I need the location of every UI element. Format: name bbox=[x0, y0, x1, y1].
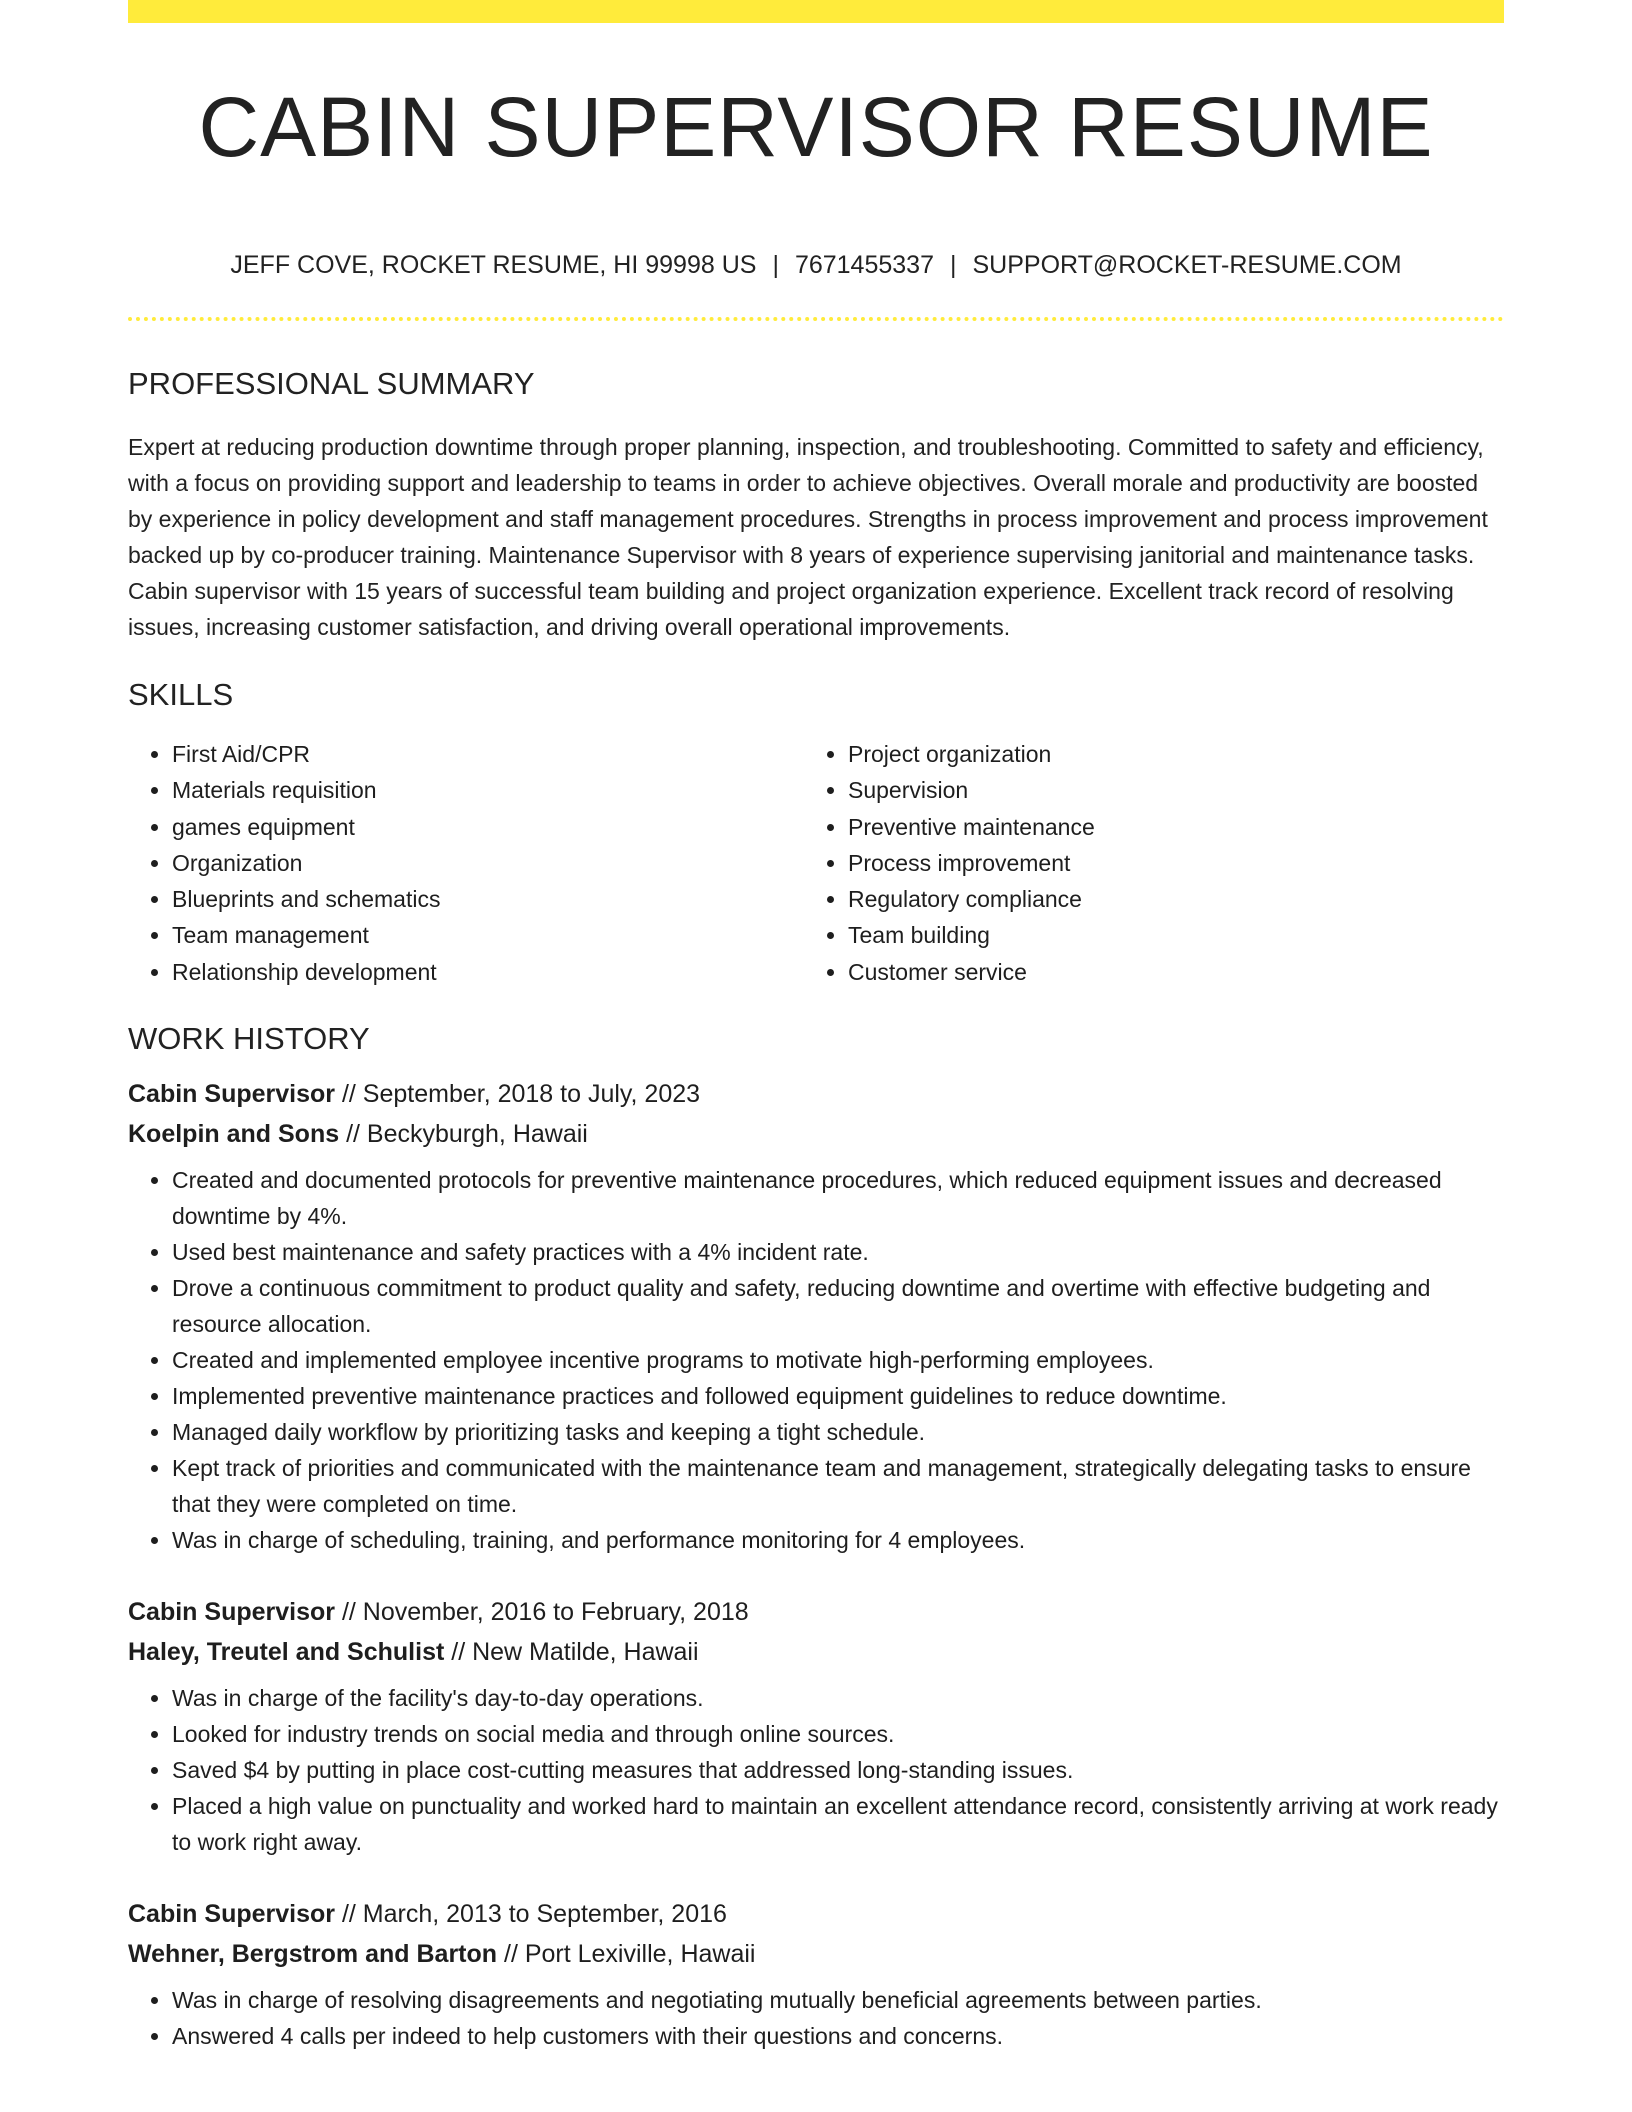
job-title-line bbox=[128, 1592, 1504, 1632]
skill-item: • Team management bbox=[172, 917, 804, 953]
resume-page bbox=[128, 0, 1504, 2054]
job-bullet: • Saved $4 by putting in place cost-cutting measures that addressed long-standing issues. bbox=[172, 1752, 1504, 1788]
skill-item: • Process improvement bbox=[848, 845, 1480, 881]
contact-address: JEFF COVE, ROCKET RESUME, HI 99998 US bbox=[230, 251, 757, 279]
job-bullet: • Drove a continuous commitment to product quality and safety, reducing downtime and overtime with effective budgeting and resource allocation. bbox=[172, 1270, 1504, 1342]
job-title: Cabin Supervisor bbox=[128, 1900, 335, 1929]
skill-item: • First Aid/CPR bbox=[172, 736, 804, 772]
skill-item: • Customer service bbox=[848, 954, 1480, 990]
skills-list-left bbox=[128, 736, 804, 990]
job-entry bbox=[128, 1894, 1504, 2054]
job-company-line bbox=[128, 1114, 1504, 1154]
skill-item: • Materials requisition bbox=[172, 772, 804, 808]
job-dates: // March, 2013 to September, 2016 bbox=[335, 1900, 727, 1929]
skill-item: • games equipment bbox=[172, 809, 804, 845]
accent-top-bar bbox=[128, 0, 1504, 23]
job-bullets bbox=[128, 1162, 1504, 1558]
skill-item: • Regulatory compliance bbox=[848, 881, 1480, 917]
contact-separator: | bbox=[949, 251, 957, 279]
contact-separator: | bbox=[772, 251, 779, 279]
job-bullet: • Looked for industry trends on social media and through online sources. bbox=[172, 1716, 1504, 1752]
skill-item: • Team building bbox=[848, 917, 1480, 953]
contact-phone: 7671455337 bbox=[794, 251, 934, 279]
job-bullet: • Was in charge of the facility's day-to-day operations. bbox=[172, 1680, 1504, 1716]
skills-columns bbox=[128, 736, 1504, 990]
job-location: // Port Lexiville, Hawaii bbox=[497, 1940, 756, 1969]
job-bullet: • Created and documented protocols for preventive maintenance procedures, which reduced equipment issues and decreased downtime by 4%. bbox=[172, 1162, 1504, 1234]
skill-item: • Project organization bbox=[848, 736, 1480, 772]
job-bullet: • Managed daily workflow by prioritizing tasks and keeping a tight schedule. bbox=[172, 1414, 1504, 1450]
job-title-line bbox=[128, 1894, 1504, 1934]
job-entry bbox=[128, 1592, 1504, 1860]
resume-title: CABIN SUPERVISOR RESUME bbox=[198, 80, 1434, 174]
job-bullets bbox=[128, 1982, 1504, 2054]
job-bullet: • Kept track of priorities and communicated with the maintenance team and management, strategically delegating tasks to ensure that they were completed on time. bbox=[172, 1450, 1504, 1522]
skill-item: • Preventive maintenance bbox=[848, 809, 1480, 845]
job-title: Cabin Supervisor bbox=[128, 1080, 335, 1109]
job-title-line bbox=[128, 1074, 1504, 1114]
job-entry bbox=[128, 1074, 1504, 1558]
skill-item: • Supervision bbox=[848, 772, 1480, 808]
job-bullet: • Implemented preventive maintenance practices and followed equipment guidelines to reduce downtime. bbox=[172, 1378, 1504, 1414]
work-history-list bbox=[128, 1074, 1504, 2054]
job-company: Haley, Treutel and Schulist bbox=[128, 1638, 445, 1667]
job-bullet: • Answered 4 calls per indeed to help customers with their questions and concerns. bbox=[172, 2018, 1504, 2054]
skills-heading: SKILLS bbox=[128, 677, 234, 712]
skill-item: • Organization bbox=[172, 845, 804, 881]
summary-heading: PROFESSIONAL SUMMARY bbox=[128, 366, 535, 401]
skills-list-right bbox=[804, 736, 1480, 990]
summary-text: Expert at reducing production downtime through proper planning, inspection, and troubleshooting. Committed to safety and efficiency, with a focus on providing support and leadership to teams in order to achieve objectives. Overall morale and productivity are boosted by experience in policy development and staff management procedures. Strengths in process improvement and process improvement backed up by co-producer training. Maintenance Supervisor with 8 years of experience supervising janitorial and maintenance tasks. Cabin supervisor with 15 years of successful team building and project organization experience. Excellent track record of resolving issues, increasing customer satisfaction, and driving overall operational improvements. bbox=[128, 434, 1488, 640]
job-company: Wehner, Bergstrom and Barton bbox=[128, 1940, 498, 1969]
job-bullets bbox=[128, 1680, 1504, 1860]
job-dates: // November, 2016 to February, 2018 bbox=[335, 1598, 749, 1627]
job-bullet: • Created and implemented employee incentive programs to motivate high-performing employees. bbox=[172, 1342, 1504, 1378]
job-title: Cabin Supervisor bbox=[128, 1598, 335, 1627]
job-location: // Beckyburgh, Hawaii bbox=[339, 1120, 588, 1149]
job-bullet: • Was in charge of scheduling, training, and performance monitoring for 4 employees. bbox=[172, 1522, 1504, 1558]
work-history-heading: WORK HISTORY bbox=[128, 1021, 370, 1057]
job-dates: // September, 2018 to July, 2023 bbox=[335, 1080, 701, 1109]
contact-email: SUPPORT@ROCKET-RESUME.COM bbox=[972, 251, 1402, 279]
job-bullet: • Used best maintenance and safety practices with a 4% incident rate. bbox=[172, 1234, 1504, 1270]
job-location: // New Matilde, Hawaii bbox=[444, 1638, 699, 1667]
skill-item: • Relationship development bbox=[172, 954, 804, 990]
job-company-line bbox=[128, 1632, 1504, 1672]
job-company: Koelpin and Sons bbox=[128, 1120, 340, 1149]
job-company-line bbox=[128, 1934, 1504, 1974]
dotted-divider bbox=[128, 317, 1504, 321]
contact-line bbox=[128, 253, 1504, 278]
skill-item: • Blueprints and schematics bbox=[172, 881, 804, 917]
job-bullet: • Was in charge of resolving disagreements and negotiating mutually beneficial agreements between parties. bbox=[172, 1982, 1504, 2018]
job-bullet: • Placed a high value on punctuality and worked hard to maintain an excellent attendance record, consistently arriving at work ready to work right away. bbox=[172, 1788, 1504, 1860]
